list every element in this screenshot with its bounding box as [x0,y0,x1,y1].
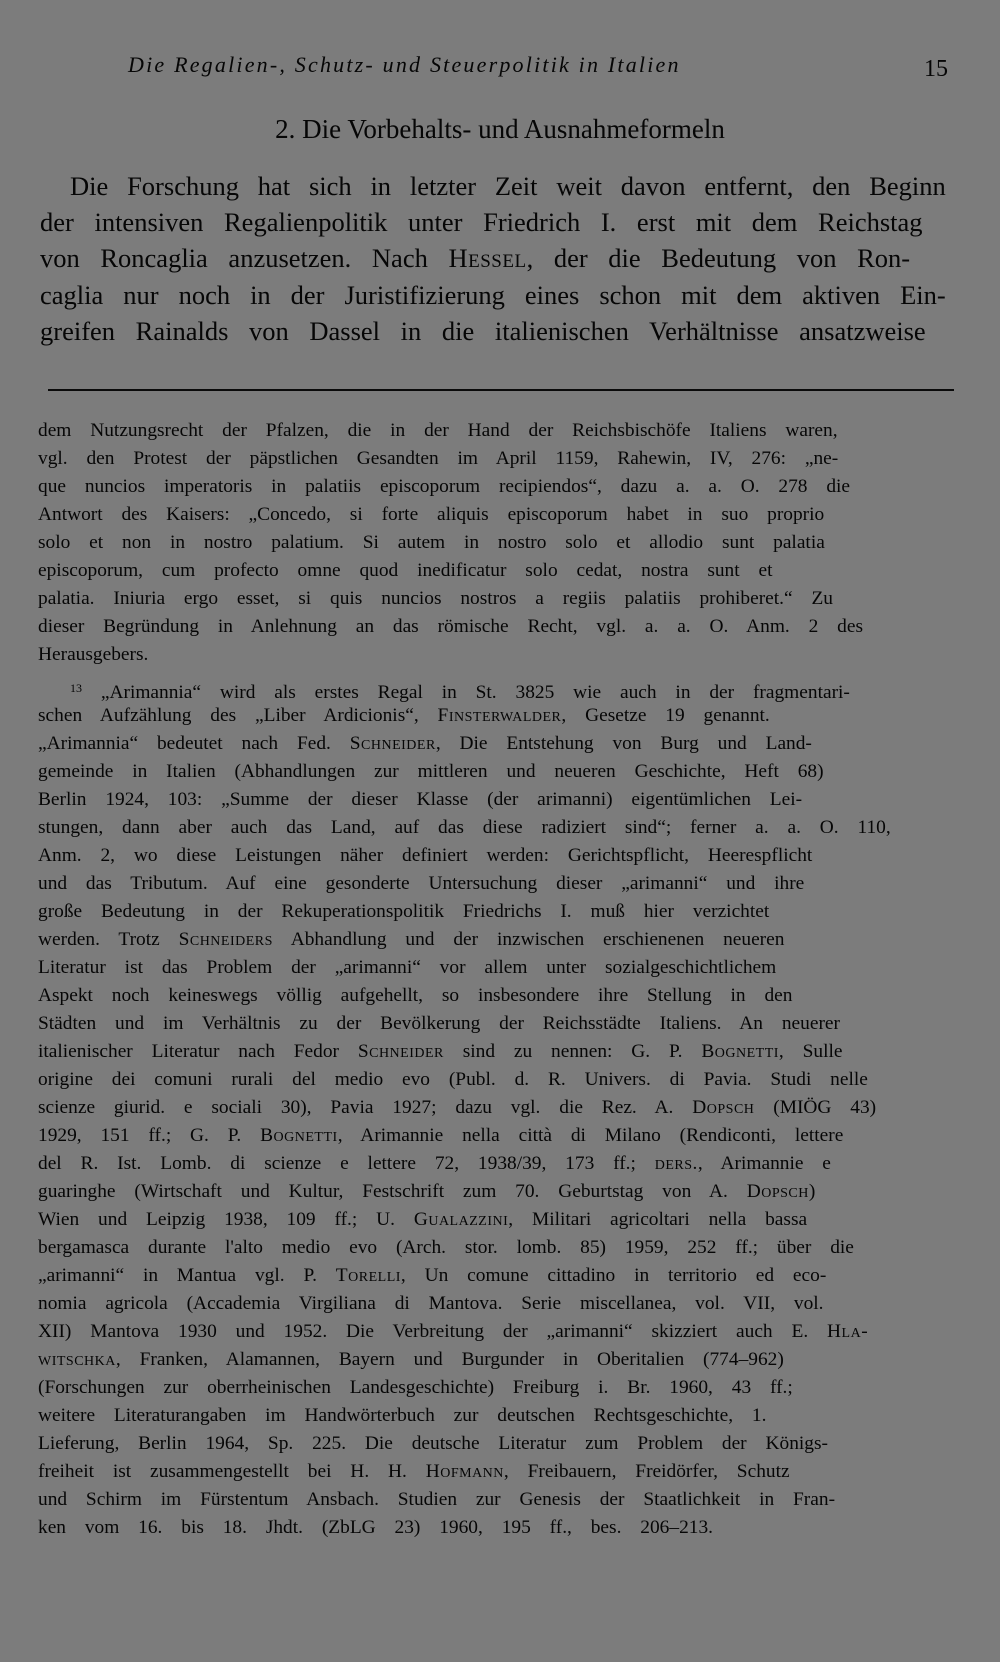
footnote-line: del R. Ist. Lomb. di scienze e lettere 72, 1938/39, 173 ff.; ders., Arimannie e [38,1153,831,1174]
footnote-line: ken vom 16. bis 18. Jhdt. (ZbLG 23) 1960, 195 ff., bes. 206–213. [38,1517,713,1538]
footnote-line: Städten und im Verhältnis zu der Bevölkerung der Reichsstädte Italiens. An neuerer [38,1013,840,1034]
footnote-divider [48,389,954,391]
footnote-line: que nuncios imperatoris in palatiis episcoporum recipiendos“, dazu a. a. O. 278 die [38,476,851,497]
footnote-line: witschka, Franken, Alamannen, Bayern und Burgunder in Oberitalien (774–962) [38,1349,784,1370]
footnote-line: italienischer Literatur nach Fedor Schneider sind zu nennen: G. P. Bognetti, Sulle [38,1041,843,1062]
running-title: Die Regalien-, Schutz- und Steuerpolitik in Italien [128,52,681,77]
main-text-line: caglia nur noch in der Juristifizierung eines schon mit dem aktiven Ein- [40,280,946,310]
main-text-line: greifen Rainalds von Dassel in die italienischen Verhältnisse ansatzweise [40,316,926,346]
footnote-number: 13 [70,681,83,695]
footnote-line: Anm. 2, wo diese Leistungen näher definiert werden: Gerichtspflicht, Heerespflicht [38,845,813,866]
footnote-line: stungen, dann aber auch das Land, auf das diese radiziert sind“; ferner a. a. O. 110, [38,817,891,838]
footnote-line: große Bedeutung in der Rekuperationspolitik Friedrichs I. muß hier verzichtet [38,901,770,922]
footnote-first-line [70,675,850,701]
footnote-line: solo et non in nostro palatium. Si autem in nostro solo et allodio sunt palatia [38,532,825,553]
footnote-line: freiheit ist zusammengestellt bei H. H. Hofmann, Freibauern, Freidörfer, Schutz [38,1461,790,1482]
footnote-line: origine dei comuni rurali del medio evo (Publ. d. R. Univers. di Pavia. Studi nelle [38,1069,868,1090]
footnote-line: schen Aufzählung des „Liber Ardicionis“, Finsterwalder, Gesetze 19 genannt. [38,705,770,726]
main-text-line: von Roncaglia anzusetzen. Nach Hessel, der die Bedeutung von Ron- [40,243,911,273]
footnote-line: Antwort des Kaisers: „Concedo, si forte aliquis episcoporum habet in suo proprio [38,504,825,525]
footnote-line: Lieferung, Berlin 1964, Sp. 225. Die deutsche Literatur zum Problem der Königs- [38,1433,828,1454]
footnote-line: dieser Begründung in Anlehnung an das römische Recht, vgl. a. a. O. Anm. 2 des [38,616,864,637]
footnote-line: „Arimannia“ bedeutet nach Fed. Schneider, Die Entstehung von Burg und Land- [38,733,812,754]
footnote-line: werden. Trotz Schneiders Abhandlung und der inzwischen erschienenen neueren [38,929,785,950]
main-text-line: der intensiven Regalienpolitik unter Friedrich I. erst mit dem Reichstag [40,207,923,237]
footnote-line: Berlin 1924, 103: „Summe der dieser Klasse (der arimanni) eigentümlichen Lei- [38,789,803,810]
footnote-line: palatia. Iniuria ergo esset, si quis nuncios nostros a regiis palatiis prohiberet.“ Zu [38,588,833,609]
footnote-line: (Forschungen zur oberrheinischen Landesgeschichte) Freiburg i. Br. 1960, 43 ff.; [38,1377,793,1398]
footnote-line: bergamasca durante l'alto medio evo (Arch. stor. lomb. 85) 1959, 252 ff.; über die [38,1237,854,1258]
footnote-line: 1929, 151 ff.; G. P. Bognetti, Arimannie nella città di Milano (Rendiconti, lettere [38,1125,844,1146]
footnote-line: und das Tributum. Auf eine gesonderte Untersuchung dieser „arimanni“ und ihre [38,873,805,894]
footnote-line: Aspekt noch keineswegs völlig aufgehellt, so insbesondere ihre Stellung in den [38,985,793,1006]
footnote-line: vgl. den Protest der päpstlichen Gesandten im April 1159, Rahewin, IV, 276: „ne- [38,448,839,469]
footnote-line: „Arimannia“ wird als erstes Regal in St. 3825 wie auch in der fragmentari- [100,682,850,703]
footnote-line: XII) Mantova 1930 und 1952. Die Verbreitung der „arimanni“ skizziert auch E. Hla- [38,1321,869,1342]
footnote-line: und Schirm im Fürstentum Ansbach. Studien zur Genesis der Staatlichkeit in Fran- [38,1489,836,1510]
footnote-line: weitere Literaturangaben im Handwörterbuch zur deutschen Rechtsgeschichte, 1. [38,1405,767,1426]
footnote-line: nomia agricola (Accademia Virgiliana di Mantova. Serie miscellanea, vol. VII, vol. [38,1293,824,1314]
footnote-line: „arimanni“ in Mantua vgl. P. Torelli, Un comune cittadino in territorio ed eco- [38,1265,827,1286]
footnote-line: gemeinde in Italien (Abhandlungen zur mittleren und neueren Geschichte, Heft 68) [38,761,824,782]
footnote-line: dem Nutzungsrecht der Pfalzen, die in der Hand der Reichsbischöfe Italiens waren, [38,420,838,441]
footnote-line: scienze giurid. e sociali 30), Pavia 1927; dazu vgl. die Rez. A. Dopsch (MIÖG 43) [38,1097,877,1118]
footnote-line: Wien und Leipzig 1938, 109 ff.; U. Gualazzini, Militari agricoltari nella bassa [38,1209,808,1230]
footnote-line: Herausgebers. [38,644,149,665]
page-number: 15 [924,56,948,82]
section-heading: 2. Die Vorbehalts- und Ausnahmeformeln [275,114,725,144]
footnote-line: Literatur ist das Problem der „arimanni“ vor allem unter sozialgeschichtlichem [38,957,777,978]
footnote-line: guaringhe (Wirtschaft und Kultur, Festschrift zum 70. Geburtstag von A. Dopsch) [38,1181,816,1202]
main-text-line: Die Forschung hat sich in letzter Zeit weit davon entfernt, den Beginn [70,171,946,201]
footnote-line: episcoporum, cum profecto omne quod inedificatur solo cedat, nostra sunt et [38,560,773,581]
